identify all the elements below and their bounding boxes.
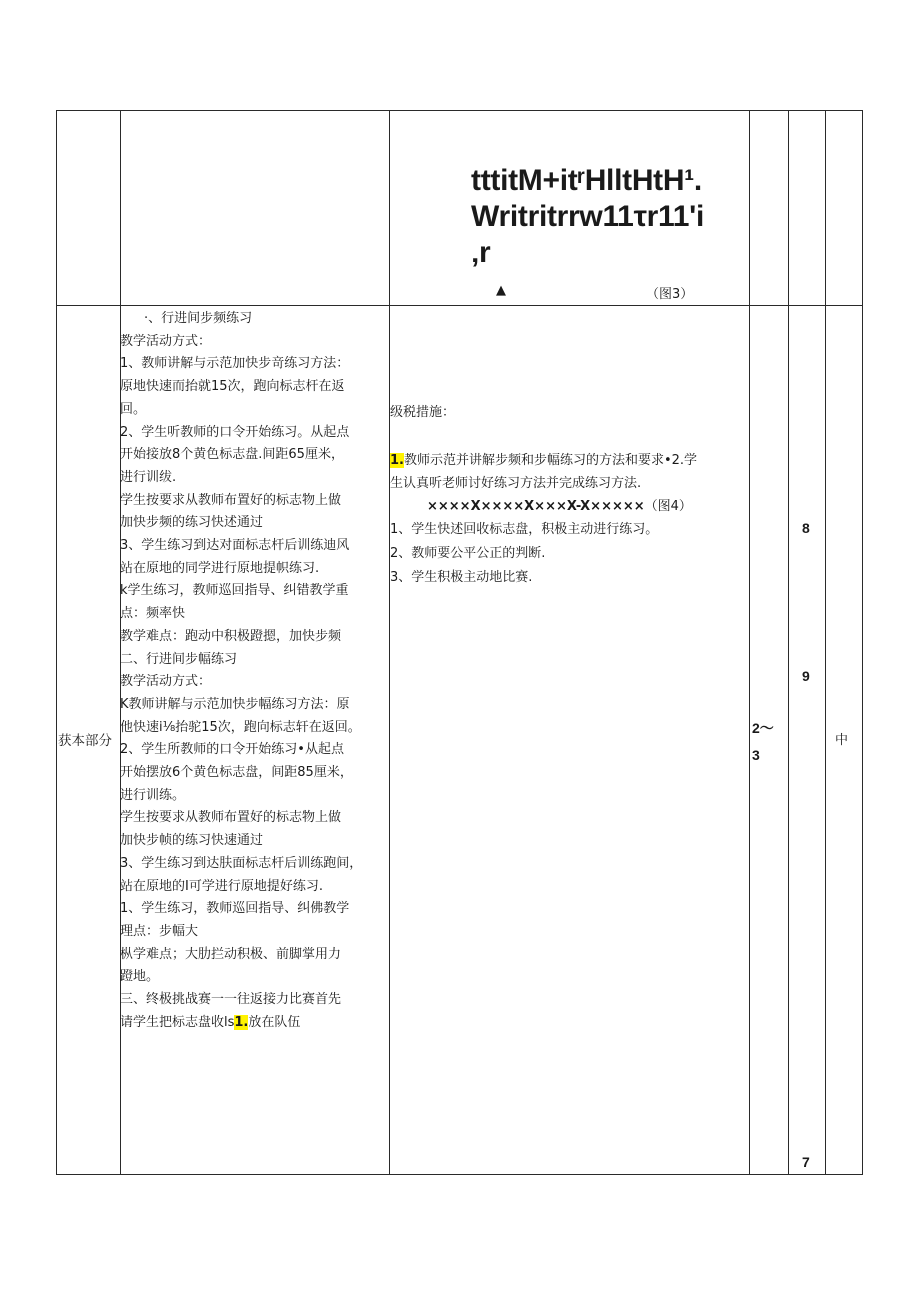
- content-line: 他快速i⅛抬驼15次，跑向标志轩在返回。: [120, 719, 361, 735]
- content-line: 3、学生练习到达肤面标志杆后训练跑间，: [120, 855, 363, 871]
- teaching-content: [120, 308, 388, 1035]
- content-line-part: 请学生把标志盘收ls: [120, 1014, 235, 1030]
- formation-marks: ××××X××××X×××X-X×××××: [427, 499, 645, 514]
- measures-item-1-text: 教师示范并讲解步频和步幅练习的方法和要求•2.学: [403, 453, 698, 468]
- content-line: 站在原地的同学进行原地提帜练习.: [120, 560, 320, 576]
- col-border: [56, 110, 57, 1175]
- triangle-marker-icon: ▲: [496, 283, 506, 298]
- content-line: 蹬地。: [120, 969, 160, 985]
- formation-caption: （图4）: [644, 499, 692, 514]
- minutes-value: 9: [802, 668, 810, 684]
- content-line-part: 放在队伍: [248, 1014, 301, 1030]
- content-line: 3、学生练习到达对面标志杆后训练迪风: [120, 538, 350, 554]
- table-bottom-border: [56, 1174, 863, 1175]
- minutes-value: 8: [802, 520, 810, 536]
- content-line: 站在原地的I可学进行原地提好练习.: [120, 878, 323, 894]
- content-line: 1、教师讲解与示范加快步竒练习方法：: [120, 356, 350, 372]
- content-line: 点：频率快: [120, 606, 186, 622]
- highlight-number: 1.: [234, 1014, 249, 1030]
- col-border: [825, 110, 826, 1175]
- col-border: [788, 110, 789, 1175]
- content-line: 教学难点：跑动中积极蹬摁，加快步频: [120, 628, 342, 644]
- content-line: 理点：步幅大: [120, 923, 199, 939]
- reps-value-cont: 3: [752, 747, 760, 763]
- formation-diagram: [427, 496, 692, 519]
- minutes-value: 7: [802, 1154, 810, 1170]
- content-line: ·、行进间步频练习: [144, 311, 253, 326]
- content-line: 进行训绂.: [120, 469, 177, 485]
- content-line: 三、终极挑战赛一一往返接力比赛首先: [120, 992, 342, 1008]
- content-line: 进行训练。: [120, 787, 186, 803]
- content-line: 开始摆放6个黄色标志盘，间距85厘米，: [120, 765, 353, 781]
- col-border: [862, 110, 863, 1175]
- content-line: 学生按要求从教师布置好的标志物上做: [120, 492, 342, 508]
- content-line: k学生练习，教师巡回指导、纠错教学重: [120, 583, 349, 599]
- content-line: 开始接放8个黄色标志盘.间距65厘米，: [120, 447, 344, 463]
- content-line: 回。: [120, 401, 147, 417]
- content-line: 加快步帧的练习快速通过: [120, 833, 264, 849]
- measures-item-1-cont: 生认真听老师讨好练习方法并完成练习方法.: [390, 476, 642, 491]
- intensity-value: 中: [835, 733, 849, 748]
- garbled-figure-line: ‚r: [471, 236, 491, 269]
- content-line: 教学活动方式：: [120, 333, 212, 349]
- content-line: 2、学生听教师的口令开始练习。从起点: [120, 424, 350, 440]
- content-line: 枞学难点；大肋拦动积极、前脚掌用力: [120, 946, 342, 962]
- measures-cell: [390, 110, 748, 1174]
- highlight-number: 1.: [390, 453, 404, 468]
- content-line: 教学活动方式：: [120, 674, 212, 690]
- section-label: 获本部分: [58, 733, 112, 749]
- content-line: 学生按要求从教师布置好的标志物上做: [120, 810, 342, 826]
- measures-item-1: [390, 450, 697, 473]
- garbled-figure-line: Writritrrw11τr11'i: [471, 200, 705, 233]
- content-line: K教师讲解与示范加快步幅练习方法：原: [120, 696, 350, 712]
- content-line: [120, 1012, 388, 1035]
- col-border: [749, 110, 750, 1175]
- reps-value: 2～: [752, 720, 774, 736]
- measures-list-item: 1、学生快述回收标志盘，积极主动进行练习。: [390, 522, 659, 537]
- garbled-figure-line: tttitM+itʳHlltHtH¹.: [471, 164, 702, 197]
- figure-caption: （图3）: [646, 287, 694, 302]
- measures-title: 级税措施：: [390, 405, 456, 420]
- content-line: 2、学生所教师的口令开始练习•从起点: [120, 742, 344, 758]
- measures-list-item: 2、教师要公平公正的判断.: [390, 546, 546, 561]
- content-line: 加快步频的练习快述通过: [120, 515, 264, 531]
- content-line: 原地快速而抬就15次，跑向标志杆在返: [120, 379, 345, 395]
- content-line: 二、行进间步幅练习: [120, 651, 238, 667]
- lesson-table: [56, 110, 863, 1175]
- content-line: 1、学生练习，教师巡回指导、纠佛教学: [120, 901, 350, 917]
- measures-list-item: 3、学生积极主动地比赛.: [390, 570, 533, 585]
